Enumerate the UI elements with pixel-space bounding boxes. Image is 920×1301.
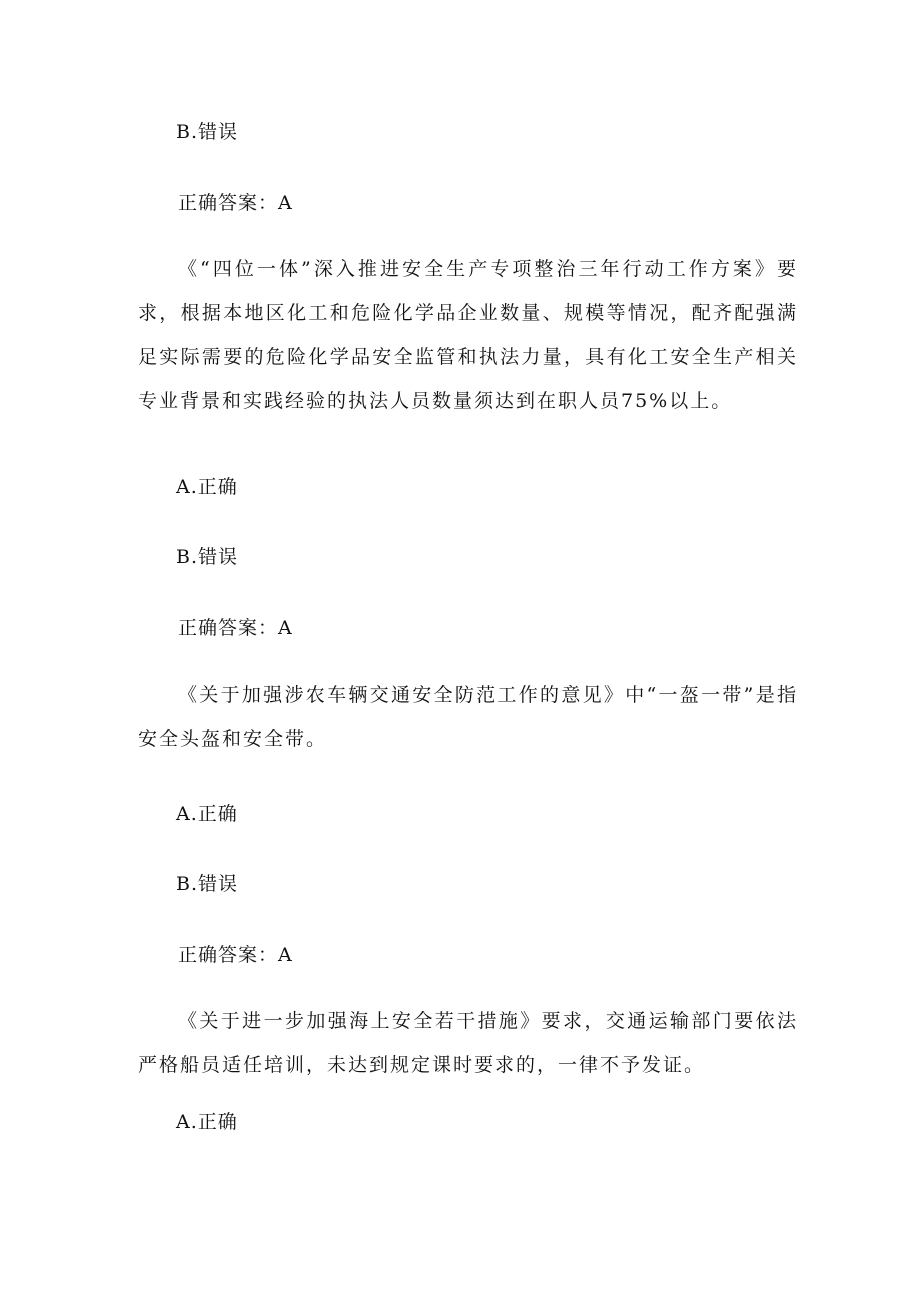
question-text: 《关于加强涉农车辆交通安全防范工作的意见》中“一盔一带”是指安全头盔和安全带。 bbox=[138, 684, 798, 750]
option-b: B.错误 bbox=[176, 546, 239, 568]
option-b: B.错误 bbox=[176, 121, 239, 143]
question-text: 《“四位一体”深入推进安全生产专项整治三年行动工作方案》要求，根据本地区化工和危险化学品企业数量、规模等情况，配齐配强满足实际需要的危险化学品安全监管和执法力量，具有化工安全生产相关专业背景和实践经验的执法人员数量须达到在职人员75%以上。 bbox=[138, 258, 798, 412]
option-b: B.错误 bbox=[176, 873, 239, 895]
correct-answer: 正确答案：A bbox=[178, 944, 293, 966]
option-a: A.正确 bbox=[176, 803, 238, 825]
correct-answer: 正确答案：A bbox=[178, 617, 293, 639]
option-a: A.正确 bbox=[176, 1111, 238, 1133]
option-a: A.正确 bbox=[176, 476, 238, 498]
correct-answer: 正确答案：A bbox=[178, 192, 293, 214]
question-text: 《关于进一步加强海上安全若干措施》要求，交通运输部门要依法严格船员适任培训，未达到规定课时要求的，一律不予发证。 bbox=[138, 1010, 798, 1076]
